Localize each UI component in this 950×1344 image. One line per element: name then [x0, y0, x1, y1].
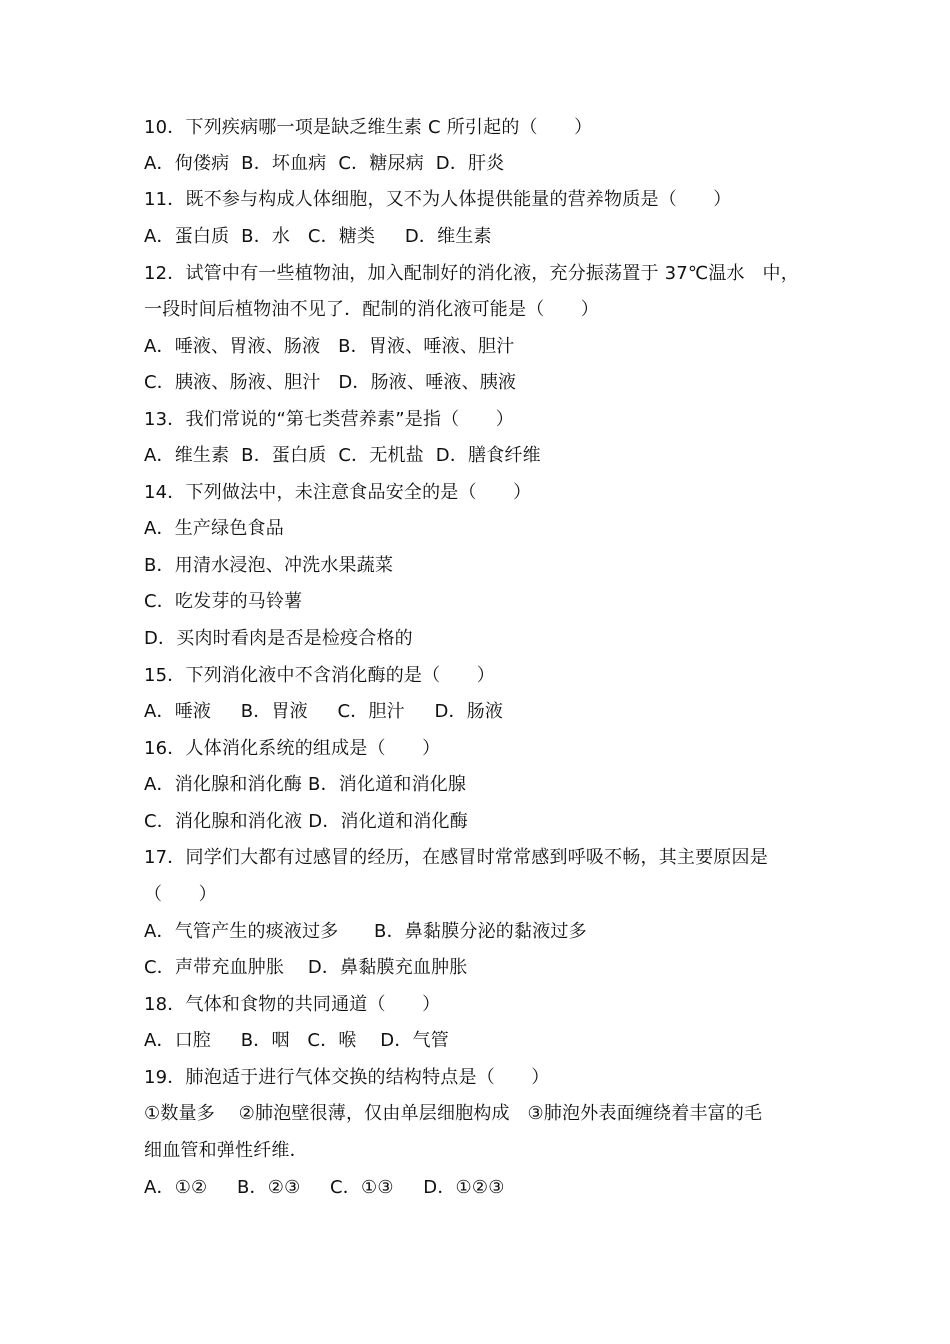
question-19-statements-line-1: ①数量多 ②肺泡壁很薄，仅由单层细胞构成 ③肺泡外表面缠绕着丰富的毛 [144, 1103, 763, 1124]
question-12-stem-line-2: 一段时间后植物油不见了．配制的消化液可能是（ ） [144, 299, 599, 320]
question-18-options: A．口腔 B．咽 C．喉 D．气管 [144, 1030, 449, 1051]
question-17-stem-line-1: 17．同学们大都有过感冒的经历，在感冒时常常感到呼吸不畅，其主要原因是 [144, 847, 768, 868]
question-10-stem: 10．下列疾病哪一项是缺乏维生素 C 所引起的（ ） [144, 117, 593, 138]
question-17-options-line-1: A．气管产生的痰液过多 B．鼻黏膜分泌的黏液过多 [144, 921, 587, 942]
question-12-options-line-1: A．唾液、胃液、肠液 B．胃液、唾液、胆汁 [144, 336, 515, 357]
question-11-options: A．蛋白质 B．水 C．糖类 D．维生素 [144, 226, 492, 247]
question-13-options: A．维生素 B．蛋白质 C．无机盐 D．膳食纤维 [144, 445, 541, 466]
question-19-options: A．①② B．②③ C．①③ D．①②③ [144, 1177, 505, 1198]
question-19-stem: 19．肺泡适于进行气体交换的结构特点是（ ） [144, 1067, 550, 1088]
question-13-stem: 13．我们常说的“第七类营养素”是指（ ） [144, 409, 514, 430]
question-15-options: A．唾液 B．胃液 C．胆汁 D．肠液 [144, 701, 504, 722]
question-15-stem: 15．下列消化液中不含消化酶的是（ ） [144, 665, 495, 686]
question-17-stem-line-2: （ ） [144, 884, 217, 905]
question-12-stem-line-1: 12．试管中有一些植物油，加入配制好的消化液，充分振荡置于 37℃温水 中， [144, 263, 799, 284]
question-10-options: A．佝偻病 B．坏血病 C．糖尿病 D．肝炎 [144, 153, 505, 174]
question-14-option-d: D．买肉时看肉是否是检疫合格的 [144, 628, 413, 649]
question-17-options-line-2: C．声带充血肿胀 D．鼻黏膜充血肿胀 [144, 957, 468, 978]
question-16-options-line-1: A．消化腺和消化酶 B．消化道和消化腺 [144, 774, 467, 795]
question-18-stem: 18．气体和食物的共同通道（ ） [144, 994, 441, 1015]
question-16-options-line-2: C．消化腺和消化液 D．消化道和消化酶 [144, 811, 468, 832]
question-12-options-line-2: C．胰液、肠液、胆汁 D．肠液、唾液、胰液 [144, 372, 517, 393]
question-14-option-c: C．吃发芽的马铃薯 [144, 591, 303, 612]
question-14-option-a: A．生产绿色食品 [144, 518, 284, 539]
question-11-stem: 11．既不参与构成人体细胞，又不为人体提供能量的营养物质是（ ） [144, 189, 732, 210]
question-14-option-b: B．用清水浸泡、冲洗水果蔬菜 [144, 555, 394, 576]
question-16-stem: 16．人体消化系统的组成是（ ） [144, 738, 441, 759]
question-14-stem: 14．下列做法中，未注意食品安全的是（ ） [144, 482, 532, 503]
question-19-statements-line-2: 细血管和弹性纤维． [144, 1140, 308, 1161]
